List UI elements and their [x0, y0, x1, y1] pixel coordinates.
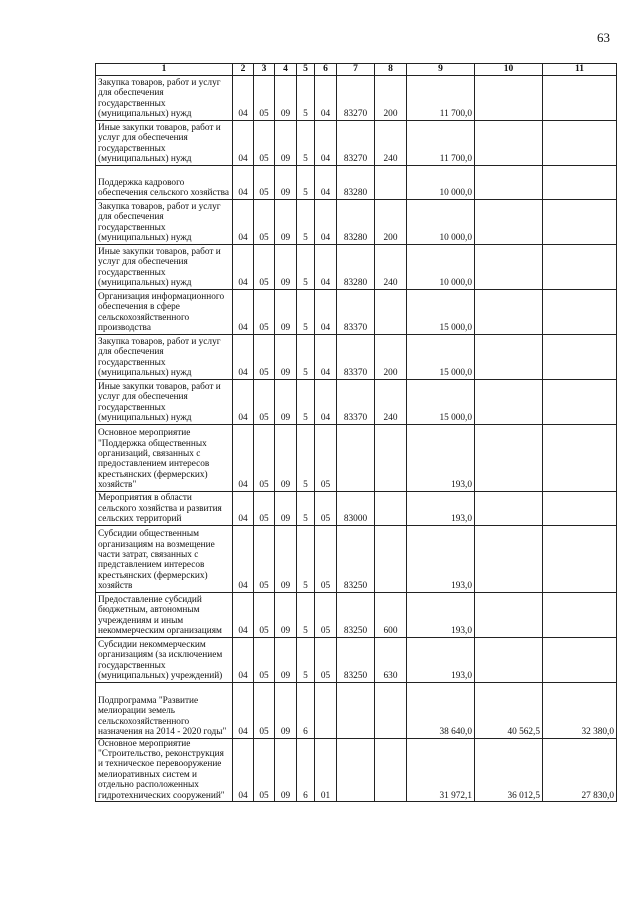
code-cell: 04: [233, 334, 254, 379]
table-row: [96, 525, 617, 592]
amount-cell: 10 000,0: [407, 244, 475, 289]
code-cell: 04: [233, 637, 254, 682]
code-cell: [337, 738, 375, 801]
amount-cell: [475, 592, 543, 637]
amount-cell: [543, 424, 617, 491]
code-cell: 05: [315, 592, 337, 637]
code-cell: 09: [275, 491, 297, 525]
amount-cell: [475, 334, 543, 379]
code-cell: [375, 738, 407, 801]
amount-cell: [543, 592, 617, 637]
table-row: [96, 165, 617, 199]
code-cell: 05: [254, 491, 275, 525]
code-cell: [375, 491, 407, 525]
amount-cell: [475, 379, 543, 424]
code-cell: 04: [233, 289, 254, 334]
code-cell: 240: [375, 244, 407, 289]
row-name: Основное мероприятие "Строительство, реконструкция и техническое перевооружение мелиоративных систем и отдельно расположенных гидротехнических сооружений": [96, 738, 233, 801]
code-cell: 04: [233, 244, 254, 289]
code-cell: 05: [254, 637, 275, 682]
amount-cell: 15 000,0: [407, 334, 475, 379]
code-cell: 05: [254, 165, 275, 199]
amount-cell: [475, 637, 543, 682]
row-name: Мероприятия в области сельского хозяйства и развития сельских территорий: [96, 491, 233, 525]
code-cell: 05: [254, 738, 275, 801]
code-cell: 5: [297, 165, 315, 199]
code-cell: 83250: [337, 592, 375, 637]
code-cell: 05: [254, 525, 275, 592]
code-cell: 04: [233, 75, 254, 120]
table-row: [96, 244, 617, 289]
code-cell: [337, 424, 375, 491]
amount-cell: 15 000,0: [407, 289, 475, 334]
row-name: Организация информационного обеспечения в сфере сельскохозяйственного производства: [96, 289, 233, 334]
code-cell: 05: [315, 424, 337, 491]
code-cell: 09: [275, 637, 297, 682]
table-row: [96, 120, 617, 165]
code-cell: 09: [275, 165, 297, 199]
code-cell: 04: [233, 424, 254, 491]
row-name: Закупка товаров, работ и услуг для обеспечения государственных (муниципальных) нужд: [96, 199, 233, 244]
code-cell: 01: [315, 738, 337, 801]
code-cell: 04: [315, 165, 337, 199]
code-cell: 09: [275, 289, 297, 334]
table-body: [96, 75, 617, 801]
code-cell: 5: [297, 75, 315, 120]
code-cell: 04: [315, 289, 337, 334]
row-name: Основное мероприятие "Поддержка общественных организаций, связанных с предоставлением интересов крестьянских (фермерских) хозяйств": [96, 424, 233, 491]
code-cell: 5: [297, 491, 315, 525]
budget-table: [95, 63, 617, 802]
column-header: 2: [233, 64, 254, 76]
code-cell: 5: [297, 334, 315, 379]
code-cell: 04: [315, 120, 337, 165]
table-row: [96, 75, 617, 120]
code-cell: 83370: [337, 379, 375, 424]
code-cell: 04: [233, 491, 254, 525]
code-cell: [375, 424, 407, 491]
code-cell: 04: [233, 682, 254, 738]
code-cell: 5: [297, 244, 315, 289]
table-row: [96, 289, 617, 334]
code-cell: 83280: [337, 165, 375, 199]
code-cell: 200: [375, 199, 407, 244]
code-cell: 83370: [337, 289, 375, 334]
code-cell: 09: [275, 682, 297, 738]
code-cell: 600: [375, 592, 407, 637]
page-number: 63: [597, 30, 610, 45]
code-cell: 04: [233, 379, 254, 424]
amount-cell: [543, 334, 617, 379]
amount-cell: [543, 75, 617, 120]
table-row: [96, 424, 617, 491]
amount-cell: [475, 199, 543, 244]
amount-cell: [543, 379, 617, 424]
amount-cell: 193,0: [407, 491, 475, 525]
amount-cell: [543, 491, 617, 525]
code-cell: 04: [233, 525, 254, 592]
column-header: 6: [315, 64, 337, 76]
code-cell: 5: [297, 592, 315, 637]
code-cell: 6: [297, 738, 315, 801]
code-cell: 09: [275, 738, 297, 801]
amount-cell: [543, 199, 617, 244]
amount-cell: [475, 165, 543, 199]
code-cell: 09: [275, 199, 297, 244]
amount-cell: 32 380,0: [543, 682, 617, 738]
code-cell: 04: [233, 120, 254, 165]
amount-cell: 193,0: [407, 592, 475, 637]
table-row: [96, 592, 617, 637]
code-cell: 5: [297, 424, 315, 491]
row-name: Иные закупки товаров, работ и услуг для обеспечения государственных (муниципальных) нужд: [96, 379, 233, 424]
code-cell: 09: [275, 592, 297, 637]
code-cell: 5: [297, 525, 315, 592]
row-name: Закупка товаров, работ и услуг для обеспечения государственных (муниципальных) нужд: [96, 75, 233, 120]
amount-cell: [543, 637, 617, 682]
code-cell: [337, 682, 375, 738]
code-cell: 83000: [337, 491, 375, 525]
code-cell: 04: [315, 244, 337, 289]
code-cell: 04: [233, 199, 254, 244]
amount-cell: 10 000,0: [407, 199, 475, 244]
amount-cell: [543, 165, 617, 199]
table-row: [96, 682, 617, 738]
column-header: 3: [254, 64, 275, 76]
code-cell: 240: [375, 379, 407, 424]
code-cell: 05: [254, 424, 275, 491]
code-cell: 05: [254, 334, 275, 379]
amount-cell: 15 000,0: [407, 379, 475, 424]
code-cell: 04: [315, 379, 337, 424]
code-cell: 09: [275, 334, 297, 379]
code-cell: 5: [297, 637, 315, 682]
code-cell: 05: [315, 525, 337, 592]
table-row: [96, 199, 617, 244]
amount-cell: [543, 120, 617, 165]
code-cell: 05: [315, 637, 337, 682]
code-cell: [375, 682, 407, 738]
amount-cell: 10 000,0: [407, 165, 475, 199]
column-header: 5: [297, 64, 315, 76]
code-cell: 05: [254, 379, 275, 424]
code-cell: 05: [254, 682, 275, 738]
code-cell: [375, 165, 407, 199]
code-cell: 05: [254, 289, 275, 334]
amount-cell: [543, 244, 617, 289]
code-cell: 83270: [337, 75, 375, 120]
amount-cell: [543, 289, 617, 334]
column-header: 10: [475, 64, 543, 76]
table-row: [96, 738, 617, 801]
amount-cell: 36 012,5: [475, 738, 543, 801]
table-row: [96, 491, 617, 525]
code-cell: 200: [375, 334, 407, 379]
amount-cell: [475, 424, 543, 491]
column-header: 7: [337, 64, 375, 76]
amount-cell: [475, 525, 543, 592]
code-cell: 5: [297, 120, 315, 165]
code-cell: [315, 682, 337, 738]
amount-cell: 11 700,0: [407, 120, 475, 165]
code-cell: 83370: [337, 334, 375, 379]
amount-cell: 27 830,0: [543, 738, 617, 801]
column-header: 4: [275, 64, 297, 76]
amount-cell: 193,0: [407, 525, 475, 592]
column-header: 8: [375, 64, 407, 76]
amount-cell: 11 700,0: [407, 75, 475, 120]
code-cell: 04: [315, 334, 337, 379]
amount-cell: 38 640,0: [407, 682, 475, 738]
code-cell: 83280: [337, 244, 375, 289]
code-cell: 5: [297, 199, 315, 244]
code-cell: 05: [254, 244, 275, 289]
amount-cell: [475, 491, 543, 525]
code-cell: 09: [275, 244, 297, 289]
header-row: [96, 64, 617, 76]
code-cell: [375, 289, 407, 334]
amount-cell: [475, 120, 543, 165]
code-cell: 5: [297, 289, 315, 334]
code-cell: 04: [315, 199, 337, 244]
code-cell: 05: [315, 491, 337, 525]
row-name: Иные закупки товаров, работ и услуг для обеспечения государственных (муниципальных) нужд: [96, 244, 233, 289]
amount-cell: 40 562,5: [475, 682, 543, 738]
code-cell: 05: [254, 592, 275, 637]
amount-cell: [543, 525, 617, 592]
code-cell: 83280: [337, 199, 375, 244]
code-cell: 630: [375, 637, 407, 682]
code-cell: 6: [297, 682, 315, 738]
code-cell: 09: [275, 120, 297, 165]
code-cell: 83250: [337, 525, 375, 592]
row-name: Иные закупки товаров, работ и услуг для обеспечения государственных (муниципальных) нужд: [96, 120, 233, 165]
code-cell: 05: [254, 120, 275, 165]
table-row: [96, 379, 617, 424]
code-cell: 09: [275, 424, 297, 491]
row-name: Поддержка кадрового обеспечения сельского хозяйства: [96, 165, 233, 199]
row-name: Предоставление субсидий бюджетным, автономным учреждениям и иным некоммерческим организациям: [96, 592, 233, 637]
code-cell: 05: [254, 75, 275, 120]
code-cell: 09: [275, 379, 297, 424]
row-name: Субсидии некоммерческим организациям (за исключением государственных (муниципальных) учреждений): [96, 637, 233, 682]
row-name: Субсидии общественным организациям на возмещение части затрат, связанных с представлением интересов крестьянских (фермерских) хозяйств: [96, 525, 233, 592]
code-cell: 200: [375, 75, 407, 120]
code-cell: 5: [297, 379, 315, 424]
code-cell: 05: [254, 199, 275, 244]
column-header: 11: [543, 64, 617, 76]
amount-cell: 31 972,1: [407, 738, 475, 801]
code-cell: 240: [375, 120, 407, 165]
code-cell: 04: [233, 165, 254, 199]
column-header: 1: [96, 64, 233, 76]
amount-cell: [475, 244, 543, 289]
code-cell: 04: [233, 738, 254, 801]
code-cell: 83250: [337, 637, 375, 682]
code-cell: 04: [315, 75, 337, 120]
table-row: [96, 334, 617, 379]
code-cell: 04: [233, 592, 254, 637]
amount-cell: 193,0: [407, 424, 475, 491]
amount-cell: [475, 289, 543, 334]
code-cell: 09: [275, 75, 297, 120]
code-cell: 83270: [337, 120, 375, 165]
table-row: [96, 637, 617, 682]
row-name: Закупка товаров, работ и услуг для обеспечения государственных (муниципальных) нужд: [96, 334, 233, 379]
code-cell: 09: [275, 525, 297, 592]
column-header: 9: [407, 64, 475, 76]
amount-cell: [475, 75, 543, 120]
amount-cell: 193,0: [407, 637, 475, 682]
row-name: Подпрограмма "Развитие мелиорации земель сельскохозяйственного назначения на 2014 - 2020 годы": [96, 682, 233, 738]
code-cell: [375, 525, 407, 592]
